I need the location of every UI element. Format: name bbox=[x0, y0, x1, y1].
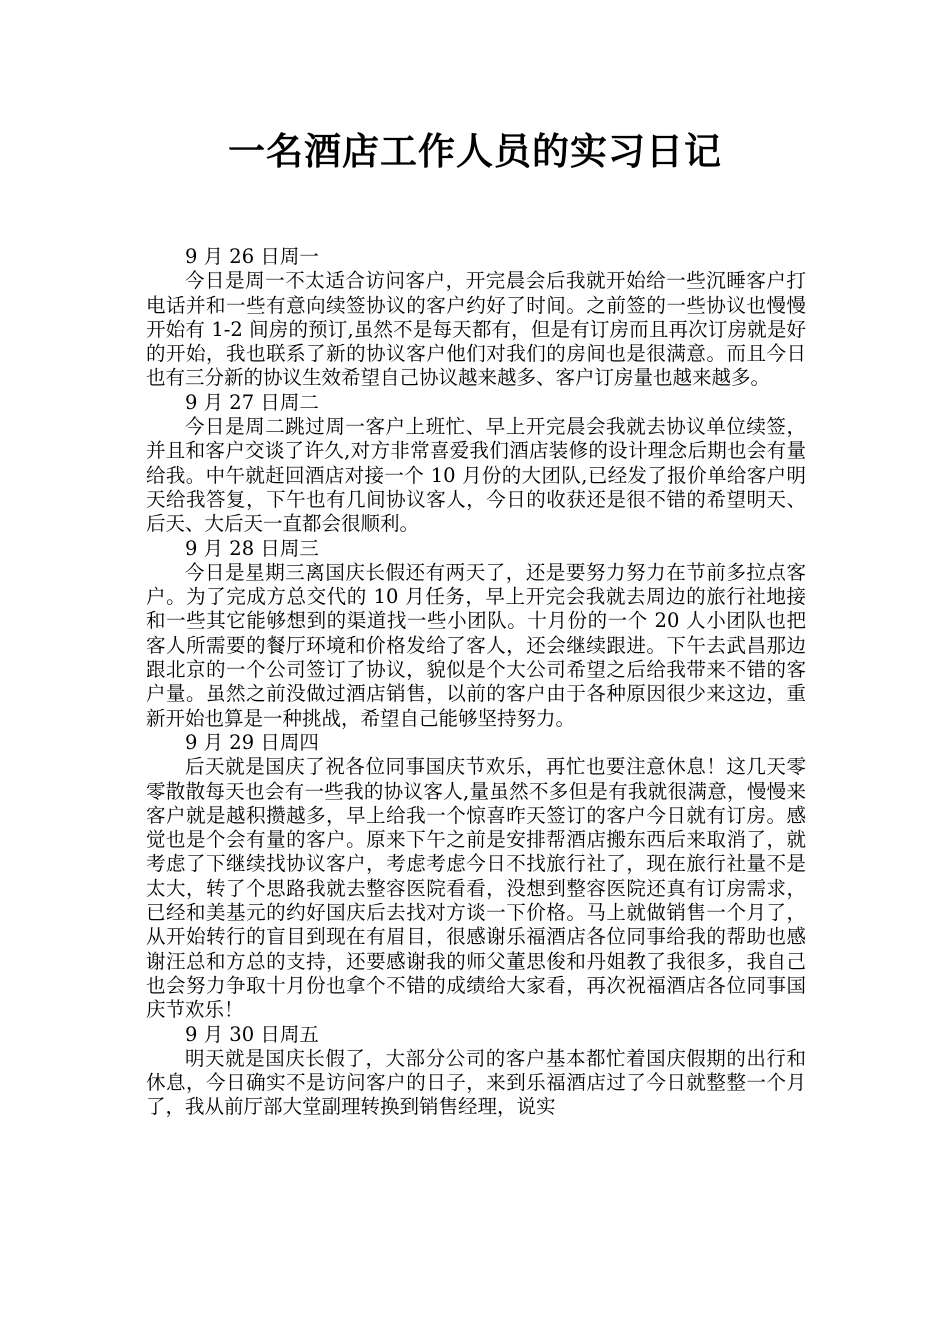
document-body bbox=[146, 245, 806, 1120]
entry-date: 9 月 29 日周四 bbox=[185, 730, 319, 754]
entry-paragraph: 明天就是国庆长假了，大部分公司的客户基本都忙着国庆假期的出行和休息，今日确实不是访问客户的日子，来到乐福酒店过了今日就整整一个月了，我从前厅部大堂副理转换到销售经理，说实 bbox=[146, 1046, 806, 1119]
entry-paragraph: 今日是星期三离国庆长假还有两天了，还是要努力努力在节前多拉点客户。为了完成方总交代的 10 月任务，早上开完会我就去周边的旅行社地接和一些其它能够想到的渠道找一些小团队。十月份的一个 20 人小团队也把客人所需要的餐厅环境和价格发给了客人，还会继续跟进。下午去武昌那边跟北京的一个公司签订了协议，貌似是个大公司希望之后给我带来不错的客户量。虽然之前没做过酒店销售，以前的客户由于各种原因很少来这边，重新开始也算是一种挑战，希望自己能够坚持努力。 bbox=[146, 560, 806, 730]
entry-date: 9 月 27 日周二 bbox=[185, 390, 319, 414]
entry-date: 9 月 28 日周三 bbox=[185, 536, 319, 560]
document-title: 一名酒店工作人员的实习日记 bbox=[228, 130, 722, 173]
entry-paragraph: 后天就是国庆了祝各位同事国庆节欢乐，再忙也要注意休息！这几天零零散散每天也会有一些我的协议客人,量虽然不多但是有我就很满意，慢慢来客户就是越积攒越多，早上给我一个惊喜昨天签订的客户今日就有订房。感觉也是个会有量的客户。原来下午之前是安排帮酒店搬东西后来取消了，就考虑了下继续找协议客户，考虑考虑今日不找旅行社了，现在旅行社量不是太大，转了个思路我就去整容医院看看，没想到整容医院还真有订房需求，已经和美基元的约好国庆后去找对方谈一下价格。马上就做销售一个月了，从开始转行的盲目到现在有眉目，很感谢乐福酒店各位同事给我的帮助也感谢汪总和方总的支持，还要感谢我的师父董思俊和丹姐教了我很多，我自己也会努力争取十月份也拿个不错的成绩给大家看，再次祝福酒店各位同事国庆节欢乐！ bbox=[146, 755, 806, 1022]
entry-paragraph: 今日是周一不太适合访问客户，开完晨会后我就开始给一些沉睡客户打电话并和一些有意向续签协议的客户约好了时间。之前签的一些协议也慢慢开始有 1-2 间房的预订,虽然不是每天都有，但是有订房而且再次订房就是好的开始，我也联系了新的协议客户他们对我们的房间也是很满意。而且今日也有三分新的协议生效希望自己协议越来越多、客户订房量也越来越多。 bbox=[146, 269, 806, 390]
entry-date: 9 月 26 日周一 bbox=[185, 245, 319, 268]
entry-paragraph: 今日是周二跳过周一客户上班忙、早上开完晨会我就去协议单位续签，并且和客户交谈了许久,对方非常喜爱我们酒店装修的设计理念后期也会有量给我。中午就赶回酒店对接一个 10 月份的大团队,已经发了报价单给客户明天给我答复，下午也有几间协议客人，今日的收获还是很不错的希望明天、后天、大后天一直都会很顺利。 bbox=[146, 415, 806, 536]
entry-date: 9 月 30 日周五 bbox=[185, 1022, 319, 1046]
